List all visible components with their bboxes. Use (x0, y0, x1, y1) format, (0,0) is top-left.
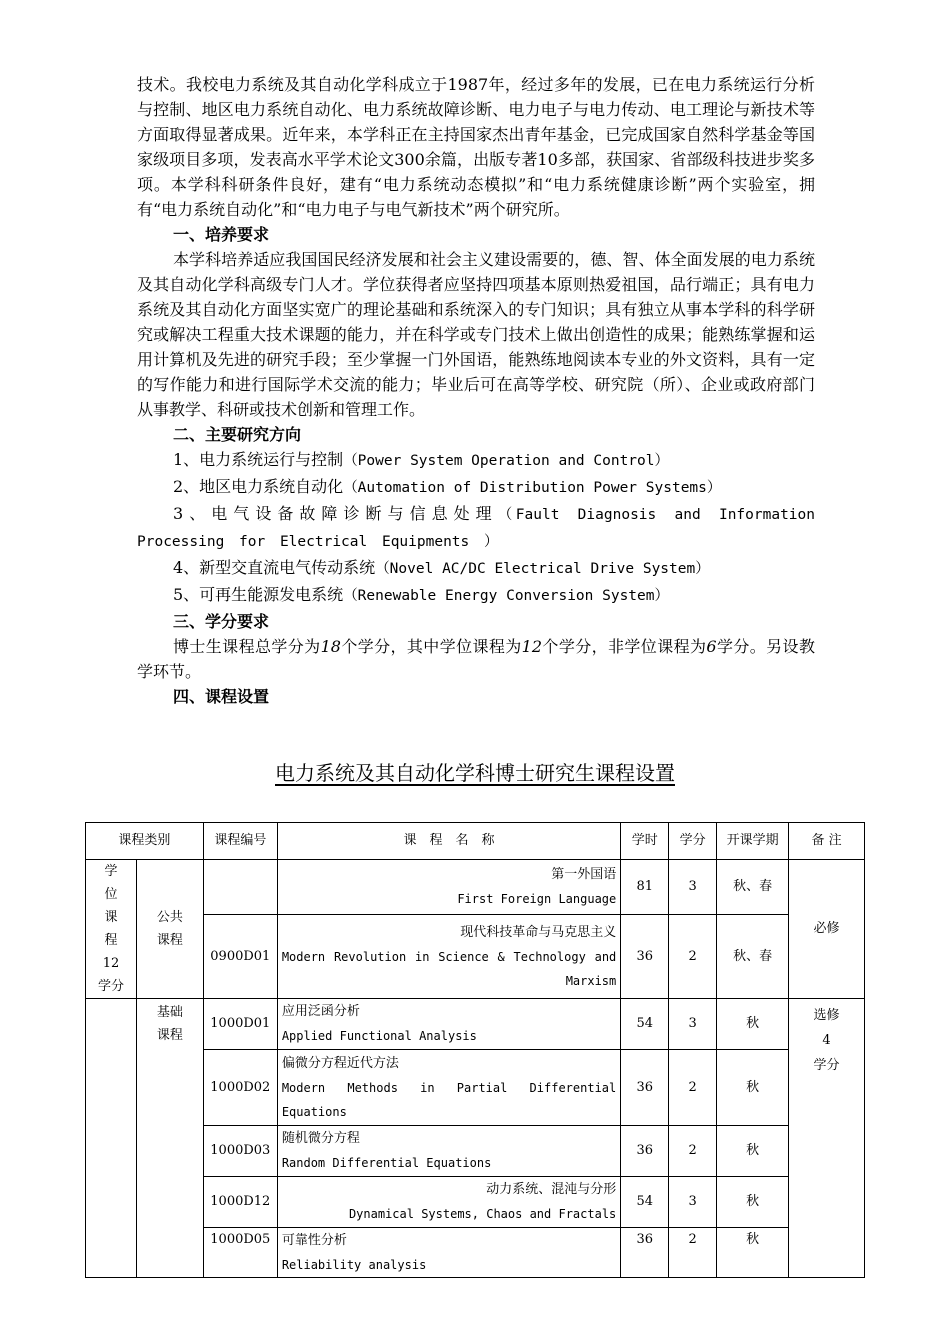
course-hours: 36 (621, 1126, 669, 1177)
course-hours: 81 (621, 860, 669, 915)
table-title: 电力系统及其自动化学科博士研究生课程设置 (275, 761, 675, 785)
direction-item: 3、电气设备故障诊断与信息处理（Fault Diagnosis and Information Processing for Electrical Equipments ） (137, 504, 816, 550)
table-row (86, 915, 865, 999)
body-text (137, 72, 815, 709)
table-row (86, 1177, 865, 1228)
credits-paragraph: 博士生课程总学分为18个学分，其中学位课程为12个学分，非学位课程为6学分。另设教学环节。 (137, 637, 815, 681)
section-heading-courses: 四、课程设置 (173, 687, 270, 706)
course-credits: 2 (669, 915, 717, 999)
course-hours: 36 (621, 1228, 669, 1278)
direction-item: 1、电力系统运行与控制（Power System Operation and Control） (173, 450, 669, 469)
course-credits: 2 (669, 1126, 717, 1177)
course-name: 随机微分方程 Random Differential Equations (277, 1126, 620, 1177)
course-credits: 3 (669, 999, 717, 1050)
header-code: 课程编号 (203, 823, 277, 860)
table-header-row (86, 823, 865, 860)
course-code: 1000D12 (203, 1177, 277, 1228)
course-name: 应用泛函分析 Applied Functional Analysis (277, 999, 620, 1050)
course-code: 1000D01 (203, 999, 277, 1050)
basic-group-cell: 基础 课程 (136, 999, 203, 1278)
course-credits: 3 (669, 860, 717, 915)
degree-group-cell: 学 位 课 程 12 学分 (86, 860, 137, 999)
table-row (86, 1228, 865, 1278)
header-credits: 学分 (669, 823, 717, 860)
course-credits: 2 (669, 1228, 717, 1278)
course-hours: 36 (621, 1050, 669, 1126)
elective-note: 选修 4 学分 (789, 999, 865, 1278)
table-row (86, 860, 865, 915)
course-semester: 秋 (717, 1126, 789, 1177)
course-name: 动力系统、混沌与分形 Dynamical Systems, Chaos and Fractals (277, 1177, 620, 1228)
header-name: 课 程 名 称 (277, 823, 620, 860)
section-heading-directions: 二、主要研究方向 (173, 425, 302, 444)
table-row (86, 1050, 865, 1126)
course-code: 0900D01 (203, 915, 277, 999)
course-hours: 54 (621, 1177, 669, 1228)
direction-item: 4、新型交直流电气传动系统（Novel AC/DC Electrical Drive System） (173, 558, 710, 577)
course-table (85, 822, 865, 1278)
course-code: 1000D05 (203, 1228, 277, 1278)
intro-paragraph: 技术。我校电力系统及其自动化学科成立于1987年，经过多年的发展，已在电力系统运行分析与控制、地区电力系统自动化、电力系统故障诊断、电力电子与电力传动、电工理论与新技术等方面取得显著成果。近年来，本学科正在主持国家杰出青年基金，已完成国家自然科学基金等国家级项目多项，发表高水平学术论文300余篇，出版专著10多部，获国家、省部级科技进步奖多项。本学科科研条件良好，建有“电力系统动态模拟”和“电力系统健康诊断”两个实验室，拥有“电力系统自动化”和“电力电子与电气新技术”两个研究所。 (137, 75, 815, 219)
header-semester: 开课学期 (717, 823, 789, 860)
course-semester: 秋 (717, 1228, 789, 1278)
course-hours: 36 (621, 915, 669, 999)
course-code (203, 860, 277, 915)
required-note: 必修 (789, 860, 865, 999)
course-name: 可靠性分析 Reliability analysis (277, 1228, 620, 1278)
degree-group-continuation (86, 999, 137, 1278)
section-heading-credits: 三、学分要求 (173, 612, 270, 631)
table-row (86, 999, 865, 1050)
course-semester: 秋、春 (717, 915, 789, 999)
course-semester: 秋 (717, 1177, 789, 1228)
course-credits: 2 (669, 1050, 717, 1126)
header-category: 课程类别 (86, 823, 204, 860)
course-code: 1000D02 (203, 1050, 277, 1126)
course-credits: 3 (669, 1177, 717, 1228)
course-name: 偏微分方程近代方法 Modern Methods in Partial Differential Equations (277, 1050, 620, 1126)
header-remark: 备 注 (789, 823, 865, 860)
course-hours: 54 (621, 999, 669, 1050)
course-semester: 秋 (717, 999, 789, 1050)
course-semester: 秋 (717, 1050, 789, 1126)
direction-item: 2、地区电力系统自动化（Automation of Distribution Power Systems） (173, 477, 722, 496)
course-name: 现代科技革命与马克思主义 Modern Revolution in Science & Technology and Marxism (277, 915, 620, 999)
public-group-cell: 公共 课程 (136, 860, 203, 999)
section-heading-training: 一、培养要求 (173, 225, 270, 244)
course-code: 1000D03 (203, 1126, 277, 1177)
direction-item: 5、可再生能源发电系统（Renewable Energy Conversion System） (173, 585, 669, 604)
header-hours: 学时 (621, 823, 669, 860)
training-paragraph: 本学科培养适应我国国民经济发展和社会主义建设需要的，德、智、体全面发展的电力系统及其自动化学科高级专门人才。学位获得者应坚持四项基本原则热爱祖国，品行端正；具有电力系统及其自动化方面坚实宽广的理论基础和系统深入的专门知识；具有独立从事本学科的科学研究或解决工程重大技术课题的能力，并在科学或专门技术上做出创造性的成果；能熟练掌握和运用计算机及先进的研究手段；至少掌握一门外国语，能熟练地阅读本专业的外文资料，具有一定的写作能力和进行国际学术交流的能力；毕业后可在高等学校、研究院（所）、企业或政府部门从事教学、科研或技术创新和管理工作。 (137, 250, 815, 419)
course-name: 第一外国语 First Foreign Language (277, 860, 620, 915)
course-semester: 秋、春 (717, 860, 789, 915)
table-row (86, 1126, 865, 1177)
